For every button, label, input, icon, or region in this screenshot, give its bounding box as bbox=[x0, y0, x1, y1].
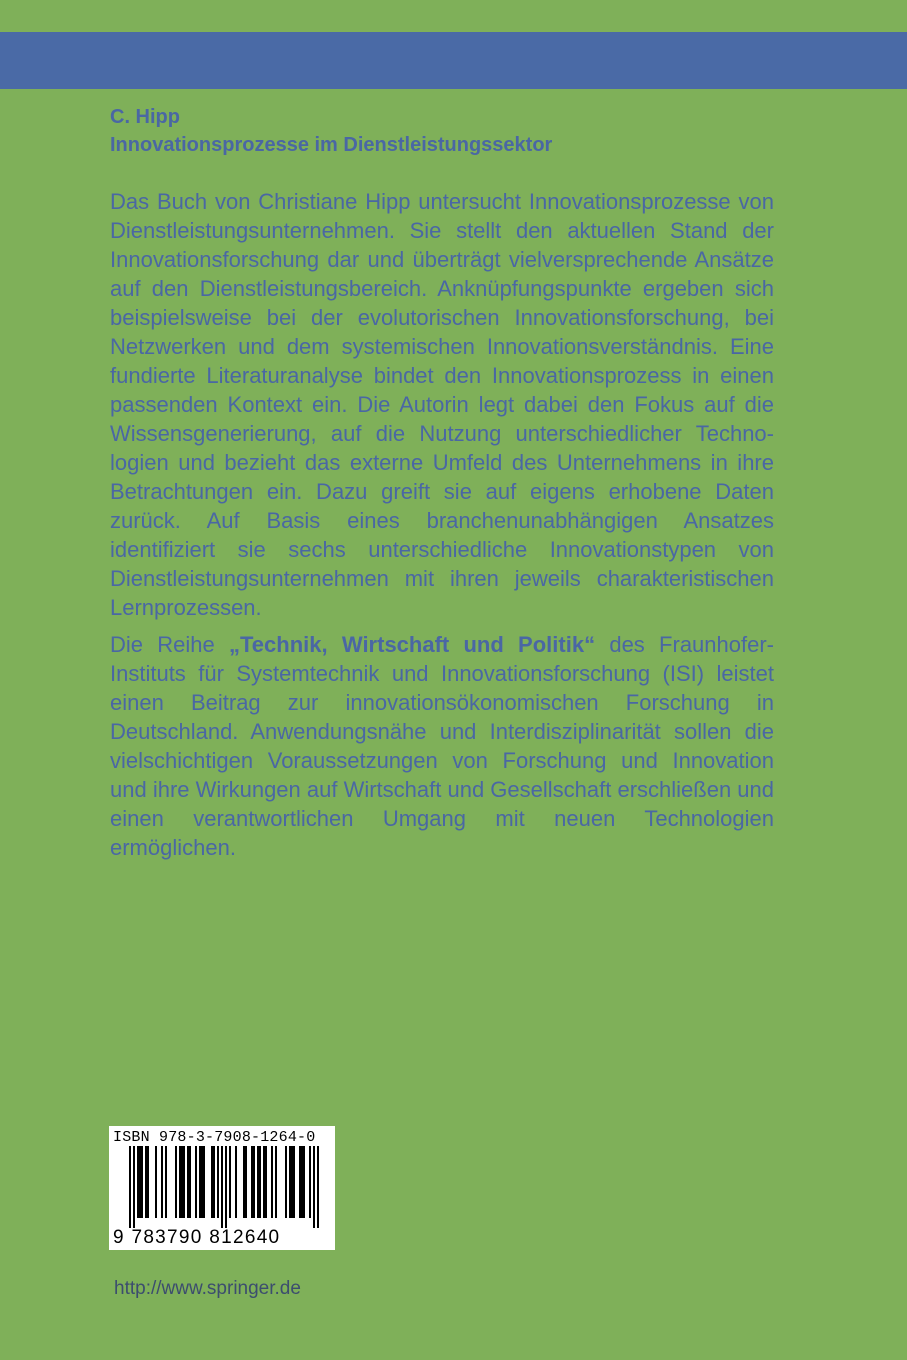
barcode-bar bbox=[275, 1146, 277, 1218]
barcode-bar bbox=[161, 1146, 163, 1218]
barcode-bar bbox=[245, 1146, 247, 1218]
barcode-bar bbox=[225, 1146, 227, 1228]
ean-digits: 9 783790 812640 bbox=[113, 1227, 281, 1248]
barcode-bar bbox=[299, 1146, 301, 1218]
blurb-paragraph-1: Das Buch von Christiane Hipp untersucht Innovationsprozesse von Dienstleistungsunternehmen. Sie stellt den aktuellen Stand der Innovationsforschung dar und überträgt vielversprechende Ansätze auf den Dienstleistungsbereich. Anknüpfungspunkte ergeben sich beispielsweise bei der evolutorischen Innovationsforschung, bei Netzwerken und dem systemischen Innovationsverständnis. Eine fundierte Literaturanalyse bindet den Innovationsprozess in einen passenden Kontext ein. Die Autorin legt dabei den Fokus auf die Wissensgenerierung, auf die Nutzung unterschiedlicher Technologien und bezieht das externe Umfeld des Unternehmens in ihre Betrachtungen ein. Dazu greift sie auf eigens erhobene Daten zurück. Auf Basis eines branchenunabhängigen Ansatzes identifiziert sie sechs unterschiedliche Innovationstypen von Dienstleistungsunternehmen mit ihren jeweils charakteristischen Lernprozessen. bbox=[110, 189, 774, 620]
top-color-band bbox=[0, 32, 907, 89]
barcode-bar bbox=[285, 1146, 287, 1218]
barcode-bar bbox=[291, 1146, 293, 1218]
barcode-bar bbox=[257, 1146, 259, 1218]
barcode-bar bbox=[217, 1146, 219, 1218]
blurb bbox=[110, 187, 774, 862]
barcode-bar bbox=[289, 1146, 291, 1218]
barcode-bar bbox=[179, 1146, 181, 1218]
barcode-bar bbox=[175, 1146, 177, 1218]
barcode-bar bbox=[195, 1146, 197, 1218]
barcode-bar bbox=[293, 1146, 295, 1218]
barcode-bar bbox=[155, 1146, 157, 1218]
barcode-bar bbox=[229, 1146, 231, 1218]
barcode-bar bbox=[181, 1146, 183, 1218]
barcode-bar bbox=[271, 1146, 273, 1218]
barcode-bar bbox=[145, 1146, 147, 1218]
barcode-bar bbox=[313, 1146, 315, 1228]
barcode-bar bbox=[183, 1146, 185, 1218]
isbn-label: ISBN 978-3-7908-1264-0 bbox=[113, 1129, 316, 1146]
publisher-url[interactable]: http://www.springer.de bbox=[114, 1278, 301, 1299]
barcode-bar bbox=[147, 1146, 149, 1218]
barcode-bar bbox=[139, 1146, 141, 1218]
barcode-bar bbox=[165, 1146, 167, 1218]
barcode-bar bbox=[251, 1146, 253, 1218]
barcode-bar bbox=[309, 1146, 311, 1218]
barcode-bar bbox=[187, 1146, 189, 1218]
paragraph-2-prefix: Die Reihe bbox=[110, 632, 229, 657]
barcode-bar bbox=[213, 1146, 215, 1218]
blurb-paragraph-2 bbox=[110, 630, 774, 862]
barcode-bar bbox=[243, 1146, 245, 1218]
barcode-bar bbox=[259, 1146, 261, 1218]
barcode-bar bbox=[199, 1146, 201, 1218]
barcode-bar bbox=[141, 1146, 143, 1218]
barcode-bar bbox=[317, 1146, 319, 1228]
barcode-bar bbox=[129, 1146, 131, 1228]
barcode-bar bbox=[253, 1146, 255, 1218]
barcode-bar bbox=[303, 1146, 305, 1218]
barcode-bar bbox=[189, 1146, 191, 1218]
barcode-bar bbox=[263, 1146, 265, 1218]
barcode-bar bbox=[221, 1146, 223, 1228]
author-name: C. Hipp bbox=[110, 106, 180, 128]
barcode-bar bbox=[133, 1146, 135, 1228]
barcode-bar bbox=[201, 1146, 203, 1218]
series-name: „Technik, Wirtschaft und Politik“ bbox=[229, 632, 596, 657]
barcode-bar bbox=[301, 1146, 303, 1218]
paragraph-2-rest: des Fraunhofer-Instituts für Systemtechnik und Innovationsforschung (ISI) leistet einen Beitrag zur innovationsökonomischen Forschung in Deutschland. Anwendungsnähe und Interdisziplinarität sollen die vielschichtigen Voraussetzungen von Forschung und Innovation und ihre Wirkungen auf Wirtschaft und Gesellschaft erschließen und einen verantwortlichen Umgang mit neuen Technologien ermöglichen. bbox=[110, 632, 774, 860]
barcode-bar bbox=[203, 1146, 205, 1218]
barcode-bar bbox=[265, 1146, 267, 1218]
isbn-barcode-box bbox=[109, 1126, 335, 1250]
book-title: Innovationsprozesse im Dienstleistungssektor bbox=[110, 134, 553, 156]
barcode-bar bbox=[235, 1146, 237, 1218]
barcode-bar bbox=[211, 1146, 213, 1218]
barcode-bar bbox=[137, 1146, 139, 1218]
